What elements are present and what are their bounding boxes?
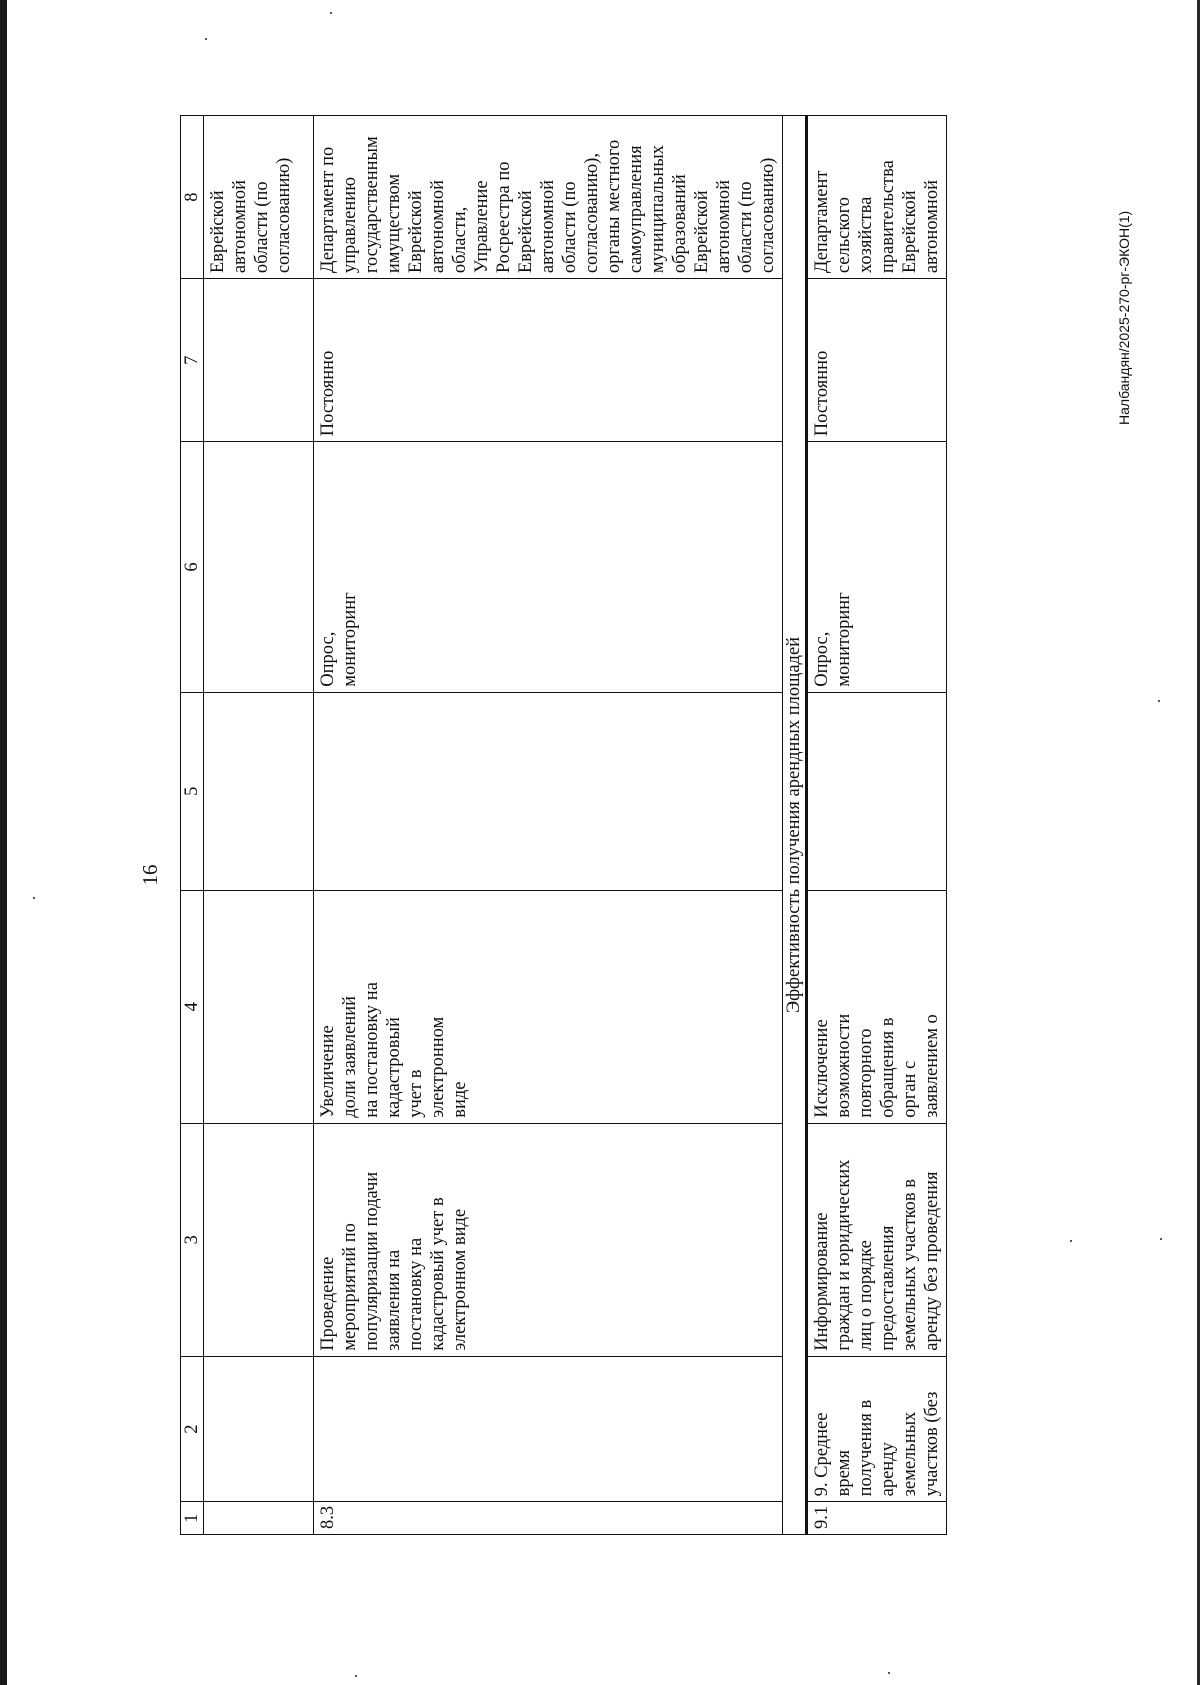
table-row-continuation	[204, 116, 314, 1535]
header-cell-4: 4	[181, 890, 204, 1123]
measure-cell: Информирование граждан и юридических лиц о порядке предоставления земельных участков в аренду без проведения	[807, 1123, 947, 1356]
header-cell-3: 3	[181, 1123, 204, 1356]
section-title: Эффективность получения арендных площадей	[783, 116, 807, 1535]
row-number: 8.3	[314, 1502, 783, 1535]
continuation-responsible: Еврейской автономной области (по согласованию)	[204, 116, 314, 279]
column-5-cell	[807, 692, 947, 890]
scan-speck	[330, 12, 332, 14]
indicator-cell: 9. Среднее время получения в аренду земельных участков (без	[807, 1356, 947, 1502]
cell	[204, 890, 314, 1123]
result-cell: Исключение возможности повторного обращения в орган с заявлением о	[807, 890, 947, 1123]
cell	[204, 692, 314, 890]
deadline-cell: Постоянно	[807, 279, 947, 442]
scan-speck	[355, 1675, 357, 1677]
scan-speck	[888, 1672, 890, 1674]
header-cell-1: 1	[181, 1502, 204, 1535]
measures-table	[180, 115, 947, 1535]
scan-speck	[33, 897, 35, 899]
result-cell: Увеличение доли заявлений на постановку на кадастровый учет в электронном виде	[314, 890, 783, 1123]
method-cell: Опрос, мониторинг	[314, 442, 783, 692]
responsible-cell: Департамент сельского хозяйства правительства Еврейской автономной	[807, 116, 947, 279]
cell	[204, 1123, 314, 1356]
scan-speck	[205, 38, 207, 40]
scan-edge-left	[0, 0, 7, 1685]
cell	[204, 279, 314, 442]
page-number: 16	[138, 864, 162, 886]
header-cell-6: 6	[181, 442, 204, 692]
cell	[204, 1356, 314, 1502]
header-cell-2: 2	[181, 1356, 204, 1502]
table-row-8-3	[314, 116, 783, 1535]
table-row-9-1	[807, 116, 947, 1535]
measure-cell: Проведение мероприятий по популяризации подачи заявления на постановку на кадастровый учет в электронном виде	[314, 1123, 783, 1356]
column-5-cell	[314, 692, 783, 890]
header-cell-7: 7	[181, 279, 204, 442]
method-cell: Опрос, мониторинг	[807, 442, 947, 692]
scan-speck	[1158, 700, 1160, 702]
section-title-row	[783, 116, 807, 1535]
header-cell-5: 5	[181, 692, 204, 890]
deadline-cell: Постоянно	[314, 279, 783, 442]
document-code: Налбандян/2025-270-рг-ЭКОН(1)	[1116, 210, 1132, 425]
responsible-cell: Департамент по управлению государственным имуществом Еврейской автономной области, Управление Росреестра по Еврейской автономной области (по согласованию), органы местного самоуправления муниципальных образований Еврейской автономной области (по согласованию)	[314, 116, 783, 279]
scan-speck	[1160, 1238, 1162, 1240]
header-cell-8: 8	[181, 116, 204, 279]
row-number: 9.1	[807, 1502, 947, 1535]
rotated-document	[80, 105, 1150, 1645]
cell	[204, 442, 314, 692]
indicator-cell	[314, 1356, 783, 1502]
cell	[204, 1502, 314, 1535]
table-header-row	[181, 116, 204, 1535]
